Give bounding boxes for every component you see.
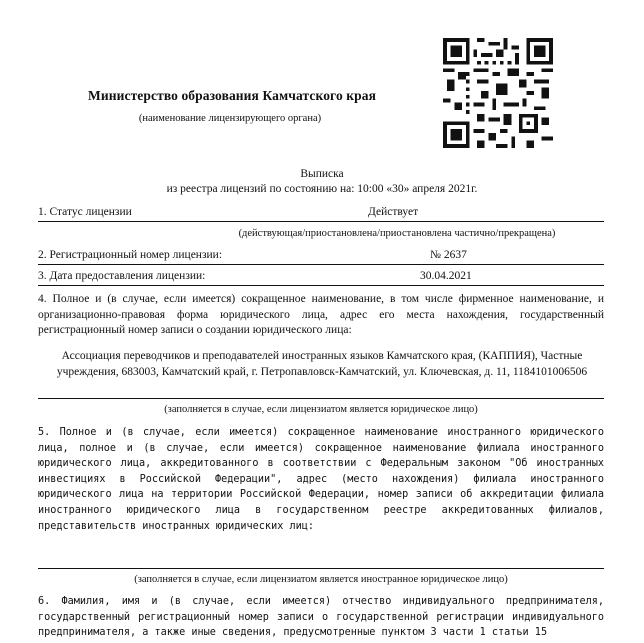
date-value: 30.04.2021 xyxy=(420,270,472,282)
section4-text: 4. Полное и (в случае, если имеется) сокращенное наименование, в том числе фирменное наименование, и организационно-правовая форма юридического лица, адрес его места нахождения, государственный регистрационный номер записи о создании юридического лица: xyxy=(38,293,604,336)
section4-hint: (заполняется в случае, если лицензиатом является юридическое лицо) xyxy=(164,404,478,415)
org-name: Министерство образования Камчатского края xyxy=(88,88,377,103)
status-underline xyxy=(38,221,604,222)
status-value: Действует xyxy=(368,206,419,218)
section5-underline xyxy=(38,568,604,569)
status-hint: (действующая/приостановлена/приостановлена частично/прекращена) xyxy=(238,228,556,239)
document-title: Выписка xyxy=(300,168,344,180)
qr-code-icon xyxy=(443,38,553,148)
section6-text: 6. Фамилия, имя и (в случае, если имеется) отчество индивидуального предпринимателя, государственный регистрационный номер записи о государственной регистрации индивидуального предпринимателя, а также иные сведения, предусмотренные пунктом 3 части 1 статьи 15 xyxy=(38,596,604,639)
org-hint: (наименование лицензирующего органа) xyxy=(138,113,322,124)
date-label: 3. Дата предоставления лицензии: xyxy=(38,270,206,282)
section4-value: Ассоциация переводчиков и преподавателей иностранных языков Камчатского края, (КАППИЯ), Частные учреждения, 683003, Камчатский край, г. Петропавловск-Камчатский, ул. Ключевская, д. 11, 1184101006506 xyxy=(56,350,588,378)
section4-underline xyxy=(38,398,604,399)
regnum-underline xyxy=(38,264,604,265)
regnum-label: 2. Регистрационный номер лицензии: xyxy=(38,249,223,261)
status-label: 1. Статус лицензии xyxy=(38,206,132,218)
document-subtitle: из реестра лицензий по состоянию на: 10:00 «30» апреля 2021г. xyxy=(166,183,478,195)
section5-hint: (заполняется в случае, если лицензиатом является иностранное юридическое лицо) xyxy=(134,574,508,585)
section5-text: 5. Полное и (в случае, если имеется) сокращенное наименование иностранного юридического лица, полное и (в случае, если имеется) сокращенное наименование филиала иностранного юридического лица, аккредитованного в соответствии с Федеральным законом "Об иностранных инвестициях в Российской Федерации", адрес (место нахождения) филиала иностранного юридического лица на территории Российской Федерации, номер записи об аккредитации филиала иностранного юридического лица в государственном реестре аккредитованных филиалов, представительств иностранных юридических лиц: xyxy=(38,427,604,532)
regnum-value: № 2637 xyxy=(430,249,467,261)
date-underline xyxy=(38,285,604,286)
